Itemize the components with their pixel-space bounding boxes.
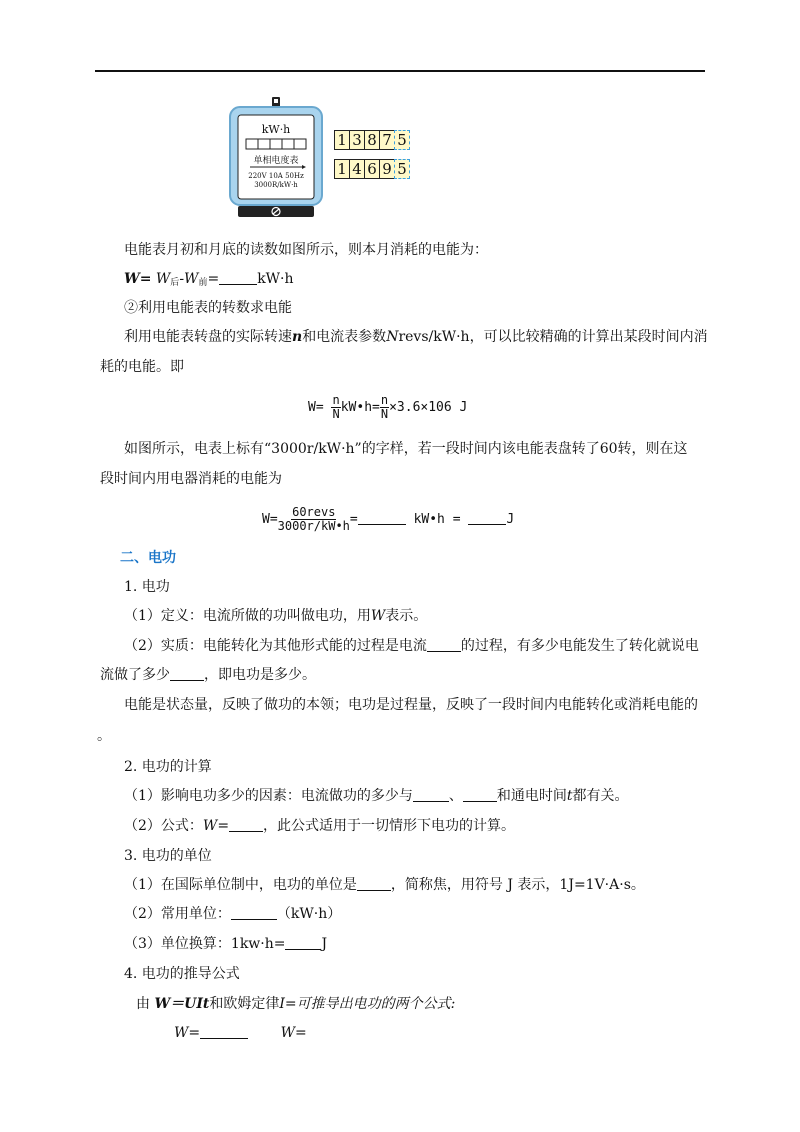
subheading: 3. 电功的单位	[124, 848, 212, 864]
paragraph	[136, 994, 455, 1014]
paragraph: 段时间内用电器消耗的电能为	[100, 471, 282, 487]
digit-decimal: 5	[394, 130, 410, 150]
text: ，简称焦，用符号 J 表示，1J=1V·A·s。	[390, 877, 645, 893]
text: =	[217, 818, 230, 834]
text: kW•h=	[340, 400, 380, 415]
text: （2）公式：	[124, 818, 203, 834]
text: 流做了多少	[100, 667, 170, 683]
paragraph	[124, 875, 645, 895]
text: kW•h =	[413, 512, 461, 527]
meter-spec1: 220V 10A 50Hz	[248, 172, 304, 180]
formula-line	[174, 1023, 307, 1043]
paragraph: 电能是状态量，反映了做功的本领；电功是过程量，反映了一段时间内电能转化或消耗电能的	[124, 697, 698, 713]
answer-blank[interactable]	[285, 935, 321, 950]
meter-unit: kW·h	[261, 123, 291, 136]
text: （1）在国际单位制中，电功的单位是	[124, 877, 357, 893]
answer-blank[interactable]	[200, 1024, 248, 1039]
denominator: N	[380, 407, 389, 421]
numerator: n	[380, 393, 389, 407]
text: （2）常用单位：	[124, 906, 231, 922]
reading-start	[334, 130, 409, 150]
digit: 4	[349, 159, 365, 179]
text: J	[321, 936, 328, 952]
text: 前	[198, 278, 208, 288]
text: n	[292, 329, 303, 345]
text: W	[370, 608, 386, 624]
digit-decimal: 5	[394, 159, 410, 179]
meter-spec2: 3000R/kW·h	[254, 181, 298, 189]
text: kW·h	[257, 271, 294, 287]
numerator: n	[332, 393, 340, 407]
text: 和欧姆定律	[209, 996, 280, 1012]
digit: 7	[379, 130, 395, 150]
text: =	[207, 271, 220, 287]
text: 和通电时间	[496, 788, 567, 804]
text: W=	[280, 1025, 307, 1041]
text: 、	[448, 788, 463, 804]
answer-blank[interactable]	[413, 787, 449, 802]
subheading: 1. 电功	[124, 579, 170, 595]
denominator: 3000r/kW•h	[277, 519, 350, 533]
header-rule	[95, 70, 705, 72]
text: （3）单位换算：1kw·h=	[124, 936, 286, 952]
fraction	[331, 394, 340, 421]
text: （1）影响电功多少的因素：电流做功的多少与	[124, 788, 413, 804]
text: 由	[136, 996, 150, 1012]
paragraph	[124, 934, 327, 954]
electric-meter-figure	[228, 95, 324, 220]
paragraph: 电能表月初和月底的读数如图所示，则本月消耗的电能为：	[124, 242, 488, 258]
answer-blank[interactable]	[231, 905, 277, 920]
text: （kW·h）	[276, 906, 342, 922]
paragraph	[124, 904, 341, 924]
meter-name: 单相电度表	[253, 156, 299, 166]
text: ×3.6×106 J	[389, 400, 468, 415]
text: W=	[174, 1025, 201, 1041]
reading-end	[334, 159, 409, 179]
text: I=可推导出电功的两个公式:	[279, 996, 456, 1012]
text: W=	[124, 271, 152, 287]
subheading: 2. 电功的计算	[124, 759, 212, 775]
text: N	[386, 329, 399, 345]
text: =	[349, 512, 358, 527]
paragraph	[100, 665, 316, 685]
digit: 9	[379, 159, 395, 179]
text: 都有关。	[572, 788, 629, 804]
text: （1）定义：电流所做的功叫做电功，用	[124, 608, 371, 624]
text: 后	[170, 278, 180, 288]
text: W=	[262, 512, 278, 527]
paragraph	[124, 327, 708, 347]
answer-blank[interactable]	[170, 666, 204, 681]
digit: 8	[364, 130, 380, 150]
formula-2	[262, 503, 514, 537]
paragraph	[124, 636, 699, 656]
text: 和电流表参数	[302, 329, 387, 345]
answer-blank[interactable]	[357, 876, 391, 891]
paragraph	[124, 816, 515, 836]
digit: 6	[364, 159, 380, 179]
text: （2）实质：电能转化为其他形式能的过程是电流	[124, 638, 427, 654]
digit: 3	[349, 130, 365, 150]
text: W	[202, 818, 218, 834]
paragraph: 如图所示，电表上标有“3000r/kW·h”的字样，若一段时间内该电能表盘转了60转，则在这	[124, 441, 688, 457]
numerator: 60revs	[292, 505, 336, 519]
denominator: N	[332, 407, 340, 421]
answer-blank[interactable]	[219, 270, 257, 285]
subheading: 4. 电功的推导公式	[124, 966, 240, 982]
text: W＝UIt	[154, 996, 210, 1012]
formula-line	[124, 269, 294, 293]
text: J	[506, 512, 515, 527]
paragraph	[124, 786, 629, 806]
fraction	[278, 506, 350, 533]
answer-blank[interactable]	[427, 637, 461, 652]
text: -W	[179, 271, 199, 287]
formula-1	[308, 393, 467, 423]
text: revs/kW·h，可以比较精确的计算出某段时间内消	[398, 329, 708, 345]
text: 表示。	[385, 608, 428, 624]
fraction	[380, 394, 389, 421]
answer-blank[interactable]	[463, 787, 497, 802]
answer-blank[interactable]	[229, 817, 263, 832]
text: 的过程，有多少电能发生了转化就说电	[460, 638, 699, 654]
paragraph: 。	[97, 728, 111, 744]
text: t	[566, 788, 573, 804]
text: W=	[308, 400, 324, 415]
paragraph: ②利用电能表的转数求电能	[124, 300, 292, 316]
answer-blank[interactable]	[468, 510, 506, 525]
text: ，即电功是多少。	[204, 667, 316, 683]
text: 利用电能表转盘的实际转速	[124, 329, 292, 345]
digit: 1	[334, 130, 350, 150]
section-heading: 二、电功	[120, 550, 176, 566]
paragraph	[124, 606, 427, 626]
answer-blank[interactable]	[358, 510, 406, 525]
text: ，此公式适用于一切情形下电功的计算。	[263, 818, 516, 834]
text: W	[155, 271, 171, 287]
paragraph: 耗的电能。即	[100, 359, 184, 375]
digit: 1	[334, 159, 350, 179]
